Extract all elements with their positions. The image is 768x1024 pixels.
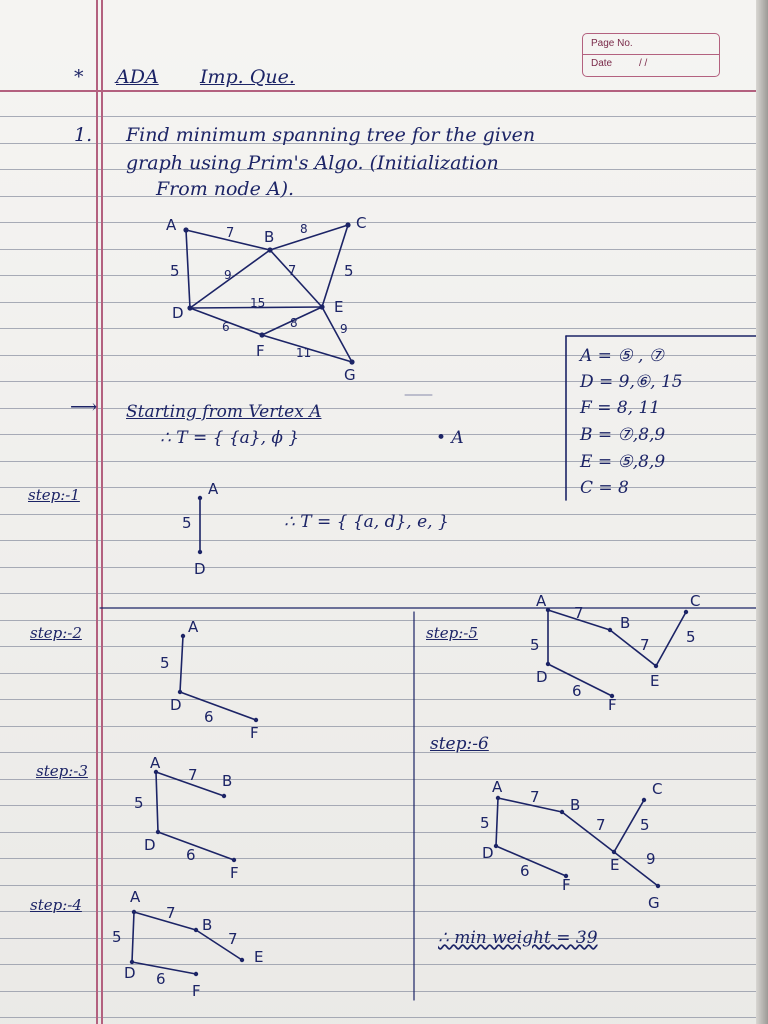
step-5-node: B bbox=[620, 614, 631, 632]
step-5-node: A bbox=[536, 592, 547, 610]
step-4-node: D bbox=[124, 964, 136, 982]
step-1-set: ∴ T = { {a, d}, e, } bbox=[284, 512, 449, 532]
result-min-weight: ∴ min weight = 39 bbox=[438, 928, 598, 948]
start-set: ∴ T = { {a}, ϕ } bbox=[160, 428, 300, 448]
step-2-node: D bbox=[170, 696, 182, 714]
step-2-label: step:-2 bbox=[30, 624, 82, 642]
graph-node-label: C bbox=[356, 214, 367, 232]
step-5-weight: 7 bbox=[640, 636, 650, 654]
graph-node-label: G bbox=[344, 366, 356, 384]
step-4-node: E bbox=[254, 948, 264, 966]
edge-weight: 7 bbox=[288, 264, 297, 279]
step-6-node: D bbox=[482, 844, 494, 862]
step-4-weight: 7 bbox=[228, 930, 238, 948]
question-number: 1. bbox=[74, 124, 93, 146]
step-2-weight: 5 bbox=[160, 654, 170, 672]
edge-weight: 9 bbox=[340, 322, 348, 336]
graph-node-label: D bbox=[172, 304, 184, 322]
title-rest: Imp. Que. bbox=[200, 66, 295, 88]
start-dot-node: • A bbox=[436, 428, 464, 448]
step-6-label: step:-6 bbox=[430, 734, 489, 754]
table-row: F = 8, 11 bbox=[580, 398, 661, 418]
step-3-node: A bbox=[150, 754, 161, 772]
step-4-node: A bbox=[130, 888, 141, 906]
step-5-node: C bbox=[690, 592, 701, 610]
step-4-node: F bbox=[192, 982, 201, 1000]
step-6-weight: 5 bbox=[640, 816, 650, 834]
edge-weight: 5 bbox=[344, 262, 354, 280]
step-5-node: F bbox=[608, 696, 617, 714]
step-5-label: step:-5 bbox=[426, 624, 478, 642]
step-3-node: F bbox=[230, 864, 239, 882]
step-3-node: D bbox=[144, 836, 156, 854]
edge-weight: 6 bbox=[222, 320, 230, 334]
edge-weight: 11 bbox=[296, 346, 312, 360]
start-arrow: ⟶ bbox=[70, 396, 98, 418]
start-text: Starting from Vertex A bbox=[126, 402, 322, 422]
step-6-node: G bbox=[648, 894, 660, 912]
edge-weight: 8 bbox=[300, 222, 308, 236]
step-5-weight: 6 bbox=[572, 682, 582, 700]
graph-node-label: B bbox=[264, 228, 275, 246]
edge-weight: 5 bbox=[170, 262, 180, 280]
date-slashes: / / bbox=[639, 58, 648, 69]
step-6-weight: 9 bbox=[646, 850, 656, 868]
step-6-node: E bbox=[610, 856, 620, 874]
step-4-weight: 5 bbox=[112, 928, 122, 946]
step-1-node: A bbox=[208, 480, 219, 498]
step-5-node: E bbox=[650, 672, 660, 690]
step-1-weight: 5 bbox=[182, 514, 192, 532]
edge-weight: 15 bbox=[250, 296, 266, 310]
step-4-label: step:-4 bbox=[30, 896, 82, 914]
table-row: B = ⑦,8,9 bbox=[580, 425, 666, 445]
table-row: A = ⑤ , ⑦ bbox=[580, 346, 665, 366]
step-6-weight: 6 bbox=[520, 862, 530, 880]
step-6-node: C bbox=[652, 780, 663, 798]
step-1-node: D bbox=[194, 560, 206, 578]
step-5-weight: 5 bbox=[530, 636, 540, 654]
step-2-node: A bbox=[188, 618, 199, 636]
question-line-3: From node A). bbox=[156, 178, 295, 200]
step-5-weight: 5 bbox=[686, 628, 696, 646]
table-row: D = 9,⑥, 15 bbox=[580, 372, 683, 392]
step-6-weight: 5 bbox=[480, 814, 490, 832]
graph-node-label: E bbox=[334, 298, 344, 316]
edge-weight: 9 bbox=[224, 268, 232, 282]
step-4-node: B bbox=[202, 916, 213, 934]
step-4-weight: 7 bbox=[166, 904, 176, 922]
table-row: C = 8 bbox=[580, 478, 629, 498]
title-subject: ADA bbox=[116, 66, 159, 88]
step-6-weight: 7 bbox=[530, 788, 540, 806]
step-5-node: D bbox=[536, 668, 548, 686]
table-row: E = ⑤,8,9 bbox=[580, 452, 666, 472]
step-2-weight: 6 bbox=[204, 708, 214, 726]
title-star: * bbox=[74, 66, 84, 88]
step-5-weight: 7 bbox=[574, 604, 584, 622]
step-1-label: step:-1 bbox=[28, 486, 80, 504]
step-4-weight: 6 bbox=[156, 970, 166, 988]
edge-weight: 7 bbox=[226, 226, 235, 241]
step-3-weight: 7 bbox=[188, 766, 198, 784]
step-2-node: F bbox=[250, 724, 259, 742]
notebook-binding-edge bbox=[756, 0, 768, 1024]
page-no-label: Page No. bbox=[591, 38, 633, 49]
step-6-node: F bbox=[562, 876, 571, 894]
graph-node-label: A bbox=[166, 216, 177, 234]
step-6-weight: 7 bbox=[596, 816, 606, 834]
step-6-node: B bbox=[570, 796, 581, 814]
step-3-label: step:-3 bbox=[36, 762, 88, 780]
question-line-2: graph using Prim's Algo. (Initialization bbox=[126, 152, 499, 174]
date-label: Date bbox=[591, 58, 613, 69]
step-3-node: B bbox=[222, 772, 233, 790]
step-3-weight: 6 bbox=[186, 846, 196, 864]
step-3-weight: 5 bbox=[134, 794, 144, 812]
step-6-node: A bbox=[492, 778, 503, 796]
question-line-1: Find minimum spanning tree for the given bbox=[126, 124, 536, 146]
graph-node-label: F bbox=[256, 342, 265, 360]
edge-weight: 8 bbox=[290, 316, 298, 330]
